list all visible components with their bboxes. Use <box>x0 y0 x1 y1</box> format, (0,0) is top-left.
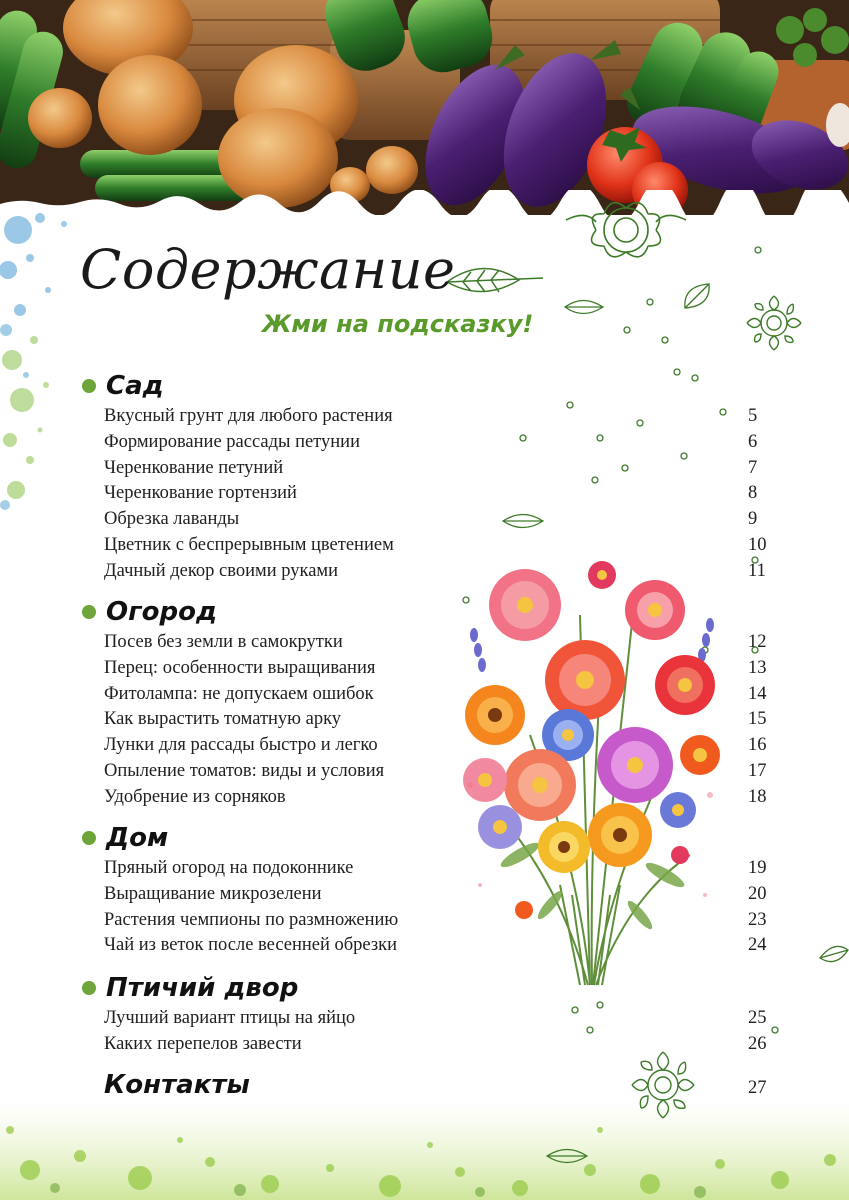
entry-title: Цветник с беспрерывным цветением <box>104 534 394 555</box>
entry-page: 14 <box>748 683 767 704</box>
entry-page: 24 <box>748 935 767 956</box>
entry-title: Обрезка лаванды <box>104 509 240 530</box>
entry-page: 15 <box>748 709 767 730</box>
toc-entry[interactable] <box>78 785 778 811</box>
toc-entry[interactable] <box>78 733 778 759</box>
toc-entry[interactable] <box>78 456 778 482</box>
entry-title: Черенкование петуний <box>104 457 284 478</box>
toc-entry[interactable] <box>78 759 778 785</box>
entry-title: Пряный огород на подоконнике <box>104 858 354 878</box>
toc-entry[interactable] <box>78 1006 778 1032</box>
page-subtitle: Жми на подсказку! <box>262 310 534 338</box>
entry-page: 11 <box>748 560 766 581</box>
entry-title: Дачный декор своими руками <box>104 560 339 581</box>
toc-section-home <box>78 820 778 959</box>
section-title: Дом <box>106 823 169 853</box>
toc-entry[interactable] <box>78 481 778 507</box>
toc-entry[interactable] <box>78 430 778 456</box>
entry-title: Каких перепелов завести <box>104 1033 302 1054</box>
section-header[interactable] <box>78 820 778 856</box>
entry-page: 25 <box>748 1008 767 1028</box>
toc-entry[interactable] <box>78 707 778 733</box>
entry-page: 8 <box>748 483 758 504</box>
toc-entry[interactable] <box>78 533 778 559</box>
section-header[interactable] <box>78 594 778 630</box>
watercolor-splatter-left <box>0 200 90 530</box>
bullet-dot-icon <box>82 605 96 619</box>
entry-title: Формирование рассады петунии <box>104 431 360 452</box>
entry-page: 17 <box>748 760 767 781</box>
toc-entry[interactable] <box>78 933 778 959</box>
entry-page: 6 <box>748 431 758 452</box>
entry-title: Лучший вариант птицы на яйцо <box>104 1008 356 1028</box>
entry-page: 20 <box>748 883 767 904</box>
toc-entry[interactable] <box>78 1032 778 1058</box>
toc-section-poultry-yard <box>78 970 778 1058</box>
toc-entry[interactable] <box>78 682 778 708</box>
bullet-dot-icon <box>82 831 96 845</box>
entry-page: 16 <box>748 735 767 756</box>
section-header[interactable] <box>78 970 778 1006</box>
entry-title: Вкусный грунт для любого растения <box>104 406 393 426</box>
toc-entry[interactable] <box>78 404 778 430</box>
entry-page: 13 <box>748 657 767 678</box>
page-title: Содержание <box>80 238 456 301</box>
entry-title: Чай из веток после весенней обрезки <box>104 935 398 956</box>
entry-page: 10 <box>748 534 767 555</box>
contacts-page-number: 27 <box>748 1078 767 1098</box>
section-title: Птичий двор <box>106 973 299 1003</box>
vegetables-image <box>0 0 849 215</box>
bullet-dot-icon <box>82 981 96 995</box>
entry-title: Удобрение из сорняков <box>104 786 286 807</box>
section-header[interactable] <box>78 368 778 404</box>
entry-title: Опыление томатов: виды и условия <box>104 760 385 781</box>
toc-entry[interactable] <box>78 882 778 908</box>
torn-paper-edge <box>0 190 849 215</box>
section-title: Огород <box>106 597 218 627</box>
entry-title: Выращивание микрозелени <box>104 883 322 904</box>
entry-title: Фитолампа: не допускаем ошибок <box>104 683 374 704</box>
contacts-link[interactable]: Контакты <box>104 1070 250 1100</box>
entry-page: 12 <box>748 632 767 652</box>
leaf-icon <box>545 1145 589 1167</box>
toc-entry[interactable] <box>78 656 778 682</box>
bullet-dot-icon <box>82 379 96 393</box>
entry-title: Черенкование гортензий <box>104 483 297 504</box>
entry-page: 5 <box>748 406 758 426</box>
toc-entry[interactable] <box>78 630 778 656</box>
toc-section-vegetable-garden <box>78 594 778 811</box>
entry-page: 7 <box>748 457 758 478</box>
vegetables-illustration <box>0 0 849 215</box>
entry-title: Как вырастить томатную арку <box>104 709 342 730</box>
entry-title: Лунки для рассады быстро и легко <box>104 735 378 756</box>
entry-page: 18 <box>748 786 767 807</box>
toc-entry[interactable] <box>78 507 778 533</box>
entry-title: Посев без земли в самокрутки <box>104 632 343 652</box>
entry-title: Перец: особенности выращивания <box>104 657 376 678</box>
entry-title: Растения чемпионы по размножению <box>104 909 399 930</box>
entry-page: 19 <box>748 858 767 878</box>
entry-page: 26 <box>748 1033 767 1054</box>
toc-entry[interactable] <box>78 559 778 585</box>
toc-entry[interactable] <box>78 856 778 882</box>
section-title: Сад <box>106 371 164 401</box>
entry-page: 9 <box>748 509 758 530</box>
toc-entry[interactable] <box>78 908 778 934</box>
entry-page: 23 <box>748 909 767 930</box>
toc-section-garden <box>78 368 778 585</box>
